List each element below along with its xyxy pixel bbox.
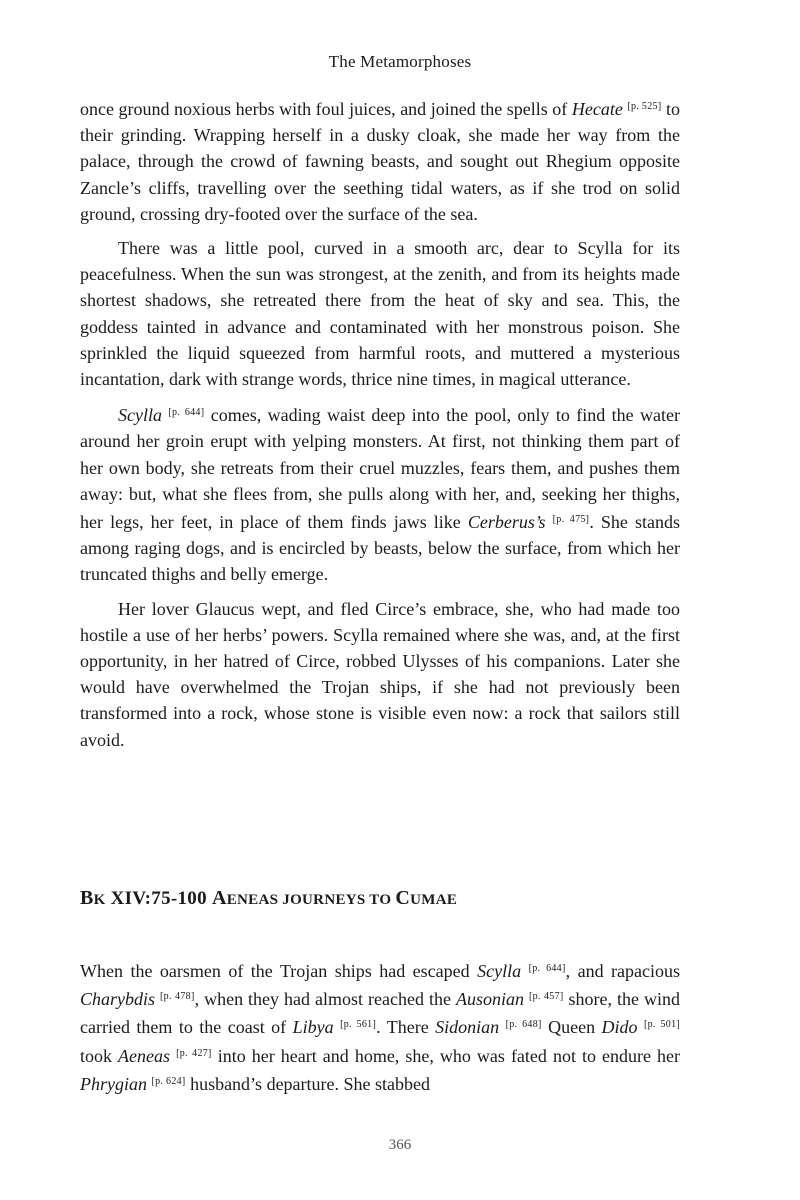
page-reference[interactable]: [p. 644] [528,963,566,974]
name-scylla: Scylla [118,405,162,426]
text-run: took [80,1045,119,1066]
text-run: , when they had almost reached the [194,989,456,1010]
heading-initial: C [395,887,411,909]
section-text [80,956,680,1097]
name-libya: Libya [292,1017,334,1038]
text-run: to their grinding. Wrapping herself in a dusky cloak, she made her way from the palace, through the crowd of fawning beasts, and sought out Rhegium opposite Zancle’s cliffs, travelling over the seething tidal waters, as if she trod on solid ground, crossing dry-footed over the surface of the sea. [80,99,681,224]
name-phrygian: Phrygian [80,1073,147,1094]
text-run: husband’s departure. She stabbed [185,1073,431,1094]
page-reference[interactable]: [p. 427] [176,1047,212,1059]
paragraph-1 [80,94,680,227]
name-scylla: Scylla [477,961,522,981]
page-number: 366 [388,1137,412,1153]
text-run: comes, wading waist deep into the pool, only to find the water around her groin erupt with yelping monsters. At first, not thinking them part of her own body, she retreats from their cruel muzzles, fears them, and pushes them away: but, what she flees from, she pulls along with her, and, seeking her thighs, her legs, her feet, in place of them finds jaws like [80,405,681,533]
name-ausonian: Ausonian [455,989,524,1010]
main-text [80,94,680,753]
name-sidonian: Sidonian [435,1017,500,1038]
text-run: once ground noxious herbs with foul juices, and joined the spells of [80,99,572,119]
section-heading [80,887,700,910]
text-run: . There [376,1017,436,1038]
heading-initial: A [211,887,227,909]
heading-smallcaps: K [93,892,106,908]
page-reference[interactable]: [p. 525] [627,101,662,112]
name-aeneas: Aeneas [118,1045,171,1066]
name-cerberus: Cerberus’s [467,512,546,533]
text-run: Queen [541,1017,602,1038]
name-hecate: Hecate [571,99,623,119]
page-reference[interactable]: [p. 457] [528,991,564,1003]
page-reference[interactable]: [p. 501] [643,1019,680,1031]
heading-smallcaps: UMAE [410,892,458,908]
page-reference[interactable]: [p. 624] [151,1075,186,1087]
heading-smallcaps: ENEAS JOURNEYS TO [226,892,396,908]
text-run: into her heart and home, she, who was fated not to endure her [211,1045,681,1066]
text-run: , and rapacious [565,961,680,981]
page-reference[interactable]: [p. 475] [552,514,590,526]
page-reference[interactable]: [p. 478] [160,991,195,1003]
text-run: When the oarsmen of the Trojan ships had escaped [80,961,478,981]
paragraph-2: There was a little pool, curved in a smooth arc, dear to Scylla for its peacefulness. When the sun was strongest, at the zenith, and from its heights made shortest shadows, she retreated there from the heat of sky and sea. This, the goddess tainted in advance and contaminated with her monstrous poison. She sprinkled the liquid squeezed from harmful roots, and muttered a mysterious incantation, dark with strange words, thrice nine times, in magical utterance. [80,238,680,390]
heading-line-numbers: XIV:75-100 [105,888,212,909]
paragraph-5 [80,956,680,1097]
text-run: shore, the wind carried them to the coast of [80,989,681,1038]
running-head: The Metamorphoses [328,52,472,71]
page-reference[interactable]: [p. 561] [340,1019,377,1031]
page-reference[interactable]: [p. 644] [168,407,205,419]
paragraph-4: Her lover Glaucus wept, and fled Circe’s embrace, she, who had made too hostile a use of her herbs’ powers. Scylla remained where she was, and, at the first opportunity, in her hatred of Circe, robbed Ulysses of his companions. Later she would have overwhelmed the Trojan ships, if she had not previously been transformed into a rock, whose stone is visible even now: a rock that sailors still avoid. [80,598,680,750]
heading-initial: B [80,887,94,909]
page-reference[interactable]: [p. 648] [505,1019,542,1031]
text-run: . She stands among raging dogs, and is encircled by beasts, below the surface, from which her truncated thighs and belly emerge. [80,512,680,585]
name-dido: Dido [601,1017,638,1038]
name-charybdis: Charybdis [80,989,156,1010]
paragraph-3 [80,400,680,587]
